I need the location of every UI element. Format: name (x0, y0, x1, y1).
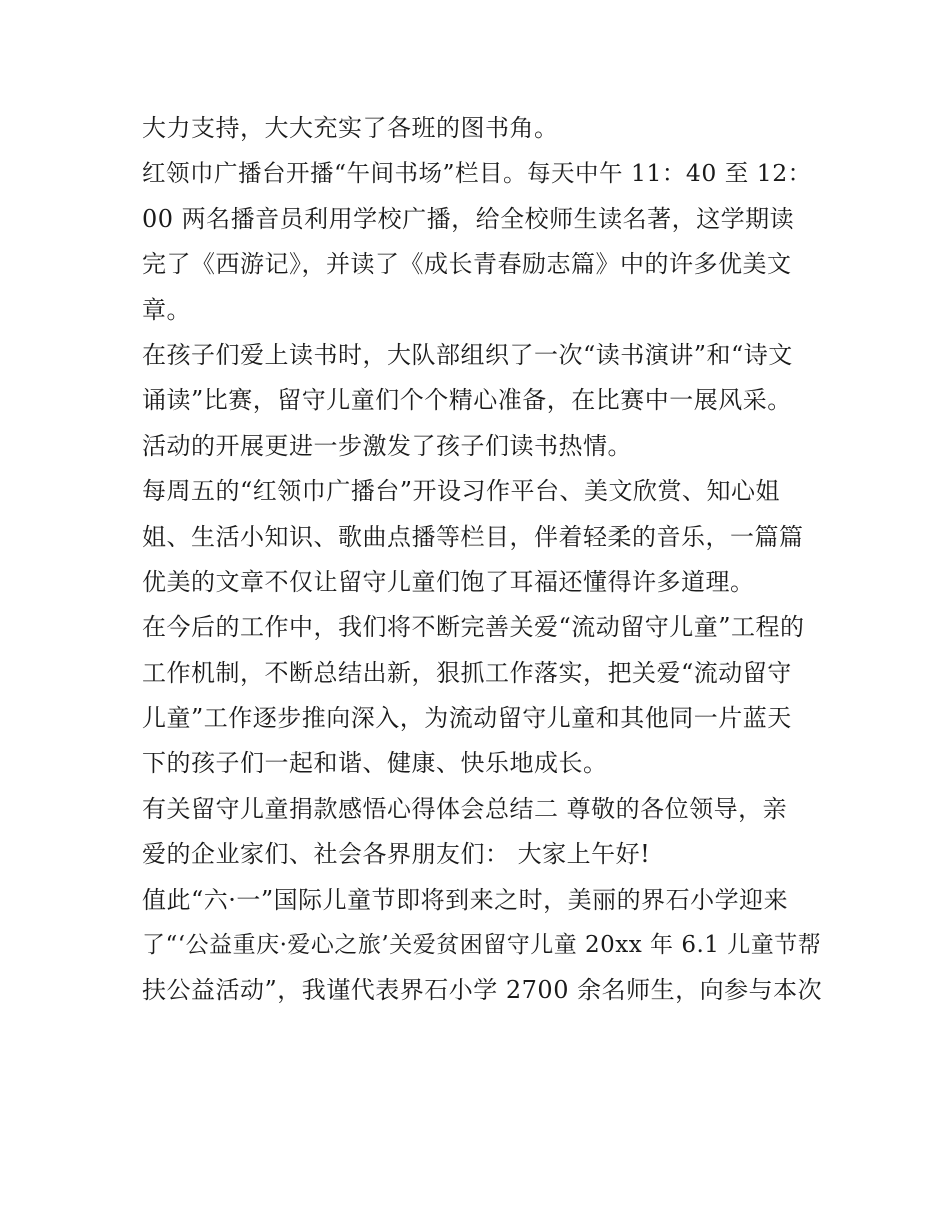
text-line: 儿童”工作逐步推向深入，为流动留守儿童和其他同一片蓝天 (142, 704, 792, 733)
text-line: 姐、生活小知识、歌曲点播等栏目，伴着轻柔的音乐，一篇篇 (142, 522, 804, 551)
text-line: 00 两名播音员利用学校广播，给全校师生读名著，这学期读 (142, 204, 795, 233)
text-line: 下的孩子们一起和谐、健康、快乐地成长。 (142, 749, 608, 778)
text-line: 工作机制，不断总结出新，狠抓工作落实，把关爱“流动留守 (142, 658, 792, 687)
text-line: 大力支持，大大充实了各班的图书角。 (142, 114, 559, 142)
text-line: 爱的企业家们、社会各界朋友们： 大家上午好! (142, 840, 651, 869)
text-line: 了“‘公益重庆·爱心之旅’关爱贫困留守儿童 20xx 年 6.1 儿童节帮 (142, 932, 822, 959)
document-body (142, 106, 822, 1014)
text-line: 每周五的“红领巾广播台”开设习作平台、美文欣赏、知心姐 (142, 477, 781, 506)
text-line: 红领巾广播台开播“午间书场”栏目。每天中午 11：40 至 12： (142, 159, 812, 188)
text-line: 完了《西游记》，并读了《成长青春励志篇》中的许多优美文 (142, 250, 792, 279)
text-line: 活动的开展更进一步激发了孩子们读书热情。 (142, 431, 632, 460)
text-line: 优美的文章不仅让留守儿童们饱了耳福还懂得许多道理。 (142, 567, 755, 596)
text-line: 诵读”比赛，留守儿童们个个精心准备，在比赛中一展风采。 (142, 386, 792, 415)
text-line: 在今后的工作中，我们将不断完善关爱“流动留守儿童”工程的 (142, 613, 805, 642)
text-line: 章。 (142, 295, 191, 324)
text-line: 在孩子们爱上读书时，大队部组织了一次“读书演讲”和“诗文 (142, 340, 793, 369)
text-line: 有关留守儿童捐款感悟心得体会总结二 尊敬的各位领导，亲 (142, 794, 788, 823)
text-line: 扶公益活动”，我谨代表界石小学 2700 余名师生，向参与本次 (142, 976, 823, 1005)
text-line: 值此“六·一”国际儿童节即将到来之时，美丽的界石小学迎来 (142, 885, 789, 914)
